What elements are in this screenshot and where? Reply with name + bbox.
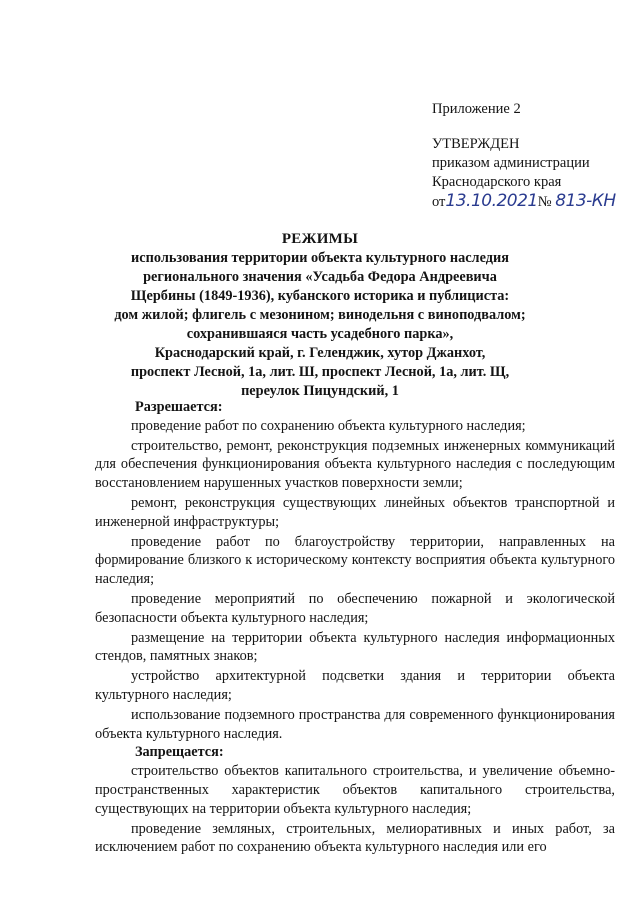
document-title	[100, 229, 540, 401]
forbidden-item: проведение земляных, строительных, мелиоративных и иных работ, за исключением работ по сохранению объекта культурного наследия или его	[95, 820, 615, 856]
approved-region: Краснодарского края	[432, 174, 562, 190]
allowed-item: проведение работ по благоустройству территории, направленных на формирование близкого к историческому контексту восприятия объекта культурного наследия;	[95, 533, 615, 588]
handwritten-date: 13.10.2021	[445, 191, 538, 211]
approved-stamp: УТВЕРЖДЕН	[432, 136, 520, 152]
title-line: переулок Пицундский, 1	[241, 383, 399, 399]
date-prefix: от	[432, 194, 446, 210]
allowed-item: проведение мероприятий по обеспечению пожарной и экологической безопасности объекта культурного наследия;	[95, 590, 615, 626]
title-line: регионального значения «Усадьба Федора Андреевича	[143, 269, 497, 285]
title-line: использования территории объекта культурного наследия	[131, 250, 509, 266]
title-heading: РЕЖИМЫ	[281, 231, 359, 247]
allowed-item: строительство, ремонт, реконструкция подземных инженерных коммуникаций для обеспечения функционирования объекта культурного наследия с последующим восстановлением нарушенных участков поверхности земли;	[95, 437, 615, 492]
number-prefix: №	[537, 194, 552, 210]
approval-block	[432, 100, 632, 212]
allowed-item: размещение на территории объекта культурного наследия информационных стендов, памятных знаков;	[95, 629, 615, 665]
title-line: сохранившаяся часть усадебного парка»,	[186, 326, 454, 342]
allowed-item: ремонт, реконструкция существующих линейных объектов транспортной и инженерной инфраструктуры;	[95, 494, 615, 530]
title-line: дом жилой; флигель с мезонином; винодельня с виноподвалом;	[114, 307, 526, 323]
allowed-item: проведение работ по сохранению объекта культурного наследия;	[131, 417, 526, 434]
forbidden-item: строительство объектов капитального строительства, и увеличение объемно-пространственных характеристик объектов капитального строительства, существующих на территории объекта культурного наследия;	[95, 763, 615, 817]
appendix-label: Приложение 2	[432, 101, 521, 117]
forbidden-heading: Запрещается:	[135, 744, 224, 761]
title-line: Щербины (1849-1936), кубанского историка и публициста:	[130, 288, 510, 304]
approval-date-line	[432, 192, 632, 212]
title-line: проспект Лесной, 1а, лит. Ш, проспект Лесной, 1а, лит. Щ,	[130, 364, 510, 380]
document-body	[95, 398, 615, 857]
allowed-item: использование подземного пространства для современного функционирования объекта культурного наследия.	[95, 706, 615, 742]
approved-by-order: приказом администрации	[432, 155, 590, 171]
handwritten-number: 813-КН	[555, 191, 616, 211]
allowed-heading: Разрешается:	[135, 399, 223, 415]
title-line: Краснодарский край, г. Геленджик, хутор Джанхот,	[154, 345, 486, 361]
allowed-item: устройство архитектурной подсветки здания и территории объекта культурного наследия;	[95, 668, 615, 703]
